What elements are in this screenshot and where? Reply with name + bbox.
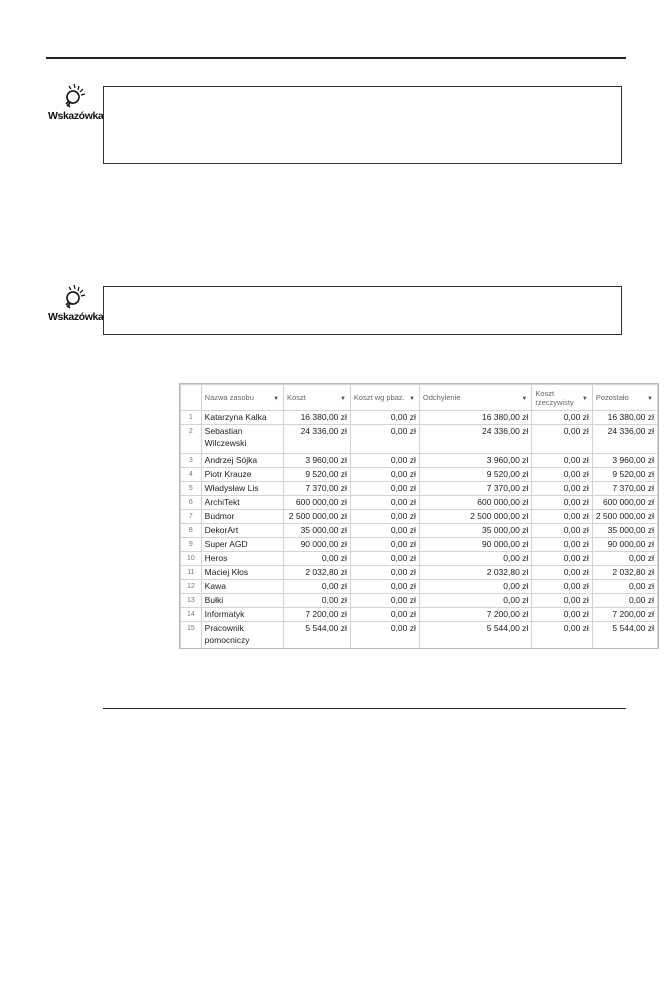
table-row[interactable] [181, 510, 658, 524]
remaining-cell[interactable]: 600 000,00 zł [592, 496, 657, 510]
remaining-cell[interactable]: 24 336,00 zł [592, 425, 657, 454]
variance-cell[interactable]: 9 520,00 zł [419, 468, 531, 482]
resource-name-cell[interactable]: Piotr Krauze [201, 468, 283, 482]
baseline-cost-cell[interactable]: 0,00 zł [350, 411, 419, 425]
row-index: 5 [181, 482, 202, 496]
resource-name-cell[interactable]: Maciej Kłos [201, 566, 283, 580]
table-header-row [181, 385, 658, 411]
table-row[interactable] [181, 552, 658, 566]
remaining-cell[interactable]: 0,00 zł [592, 594, 657, 608]
header-cost[interactable]: Koszt ▼ [284, 385, 351, 411]
actual-cost-cell[interactable]: 0,00 zł [532, 552, 592, 566]
resource-name-cell[interactable]: Andrzej Sójka [201, 454, 283, 468]
header-remaining[interactable]: Pozostało ▼ [592, 385, 657, 411]
row-index: 7 [181, 510, 202, 524]
dropdown-arrow-icon[interactable]: ▼ [581, 396, 588, 402]
variance-cell[interactable]: 16 380,00 zł [419, 411, 531, 425]
cost-cell[interactable]: 35 000,00 zł [284, 524, 351, 538]
remaining-cell[interactable]: 7 370,00 zł [592, 482, 657, 496]
variance-cell[interactable]: 0,00 zł [419, 552, 531, 566]
baseline-cost-cell[interactable]: 0,00 zł [350, 580, 419, 594]
actual-cost-cell[interactable]: 0,00 zł [532, 580, 592, 594]
variance-cell[interactable]: 3 960,00 zł [419, 454, 531, 468]
header-variance[interactable]: Odchylenie ▼ [419, 385, 531, 411]
baseline-cost-cell[interactable]: 0,00 zł [350, 482, 419, 496]
tip-icon-1 [48, 82, 104, 126]
dropdown-arrow-icon[interactable]: ▼ [521, 396, 528, 402]
header-index [181, 385, 202, 411]
resource-name-cell[interactable]: Budmor [201, 510, 283, 524]
actual-cost-cell[interactable]: 0,00 zł [532, 538, 592, 552]
cost-cell[interactable]: 16 380,00 zł [284, 411, 351, 425]
cost-cell[interactable]: 600 000,00 zł [284, 496, 351, 510]
remaining-cell[interactable]: 9 520,00 zł [592, 468, 657, 482]
actual-cost-cell[interactable]: 0,00 zł [532, 622, 592, 650]
resource-name-cell[interactable]: DekorArt [201, 524, 283, 538]
cost-cell[interactable]: 2 032,80 zł [284, 566, 351, 580]
row-index: 4 [181, 468, 202, 482]
resource-cost-table [179, 383, 659, 649]
row-index: 12 [181, 580, 202, 594]
actual-cost-cell[interactable]: 0,00 zł [532, 566, 592, 580]
variance-cell[interactable]: 7 370,00 zł [419, 482, 531, 496]
cost-cell[interactable]: 2 500 000,00 zł [284, 510, 351, 524]
remaining-cell[interactable]: 16 380,00 zł [592, 411, 657, 425]
variance-cell[interactable]: 2 032,80 zł [419, 566, 531, 580]
actual-cost-cell[interactable]: 0,00 zł [532, 411, 592, 425]
table-row[interactable] [181, 496, 658, 510]
row-index: 6 [181, 496, 202, 510]
table-row[interactable] [181, 468, 658, 482]
row-index: 3 [181, 454, 202, 468]
baseline-cost-cell[interactable]: 0,00 zł [350, 468, 419, 482]
resource-name-cell[interactable]: Władysław Lis [201, 482, 283, 496]
baseline-cost-cell[interactable]: 0,00 zł [350, 552, 419, 566]
table-row[interactable] [181, 482, 658, 496]
cost-cell[interactable]: 0,00 zł [284, 580, 351, 594]
tip-icon-2 [48, 283, 104, 327]
header-resource-name[interactable]: Nazwa zasobu ▼ [201, 385, 283, 411]
dropdown-arrow-icon[interactable]: ▼ [339, 396, 346, 402]
remaining-cell[interactable]: 3 960,00 zł [592, 454, 657, 468]
table-row[interactable] [181, 566, 658, 580]
baseline-cost-cell[interactable]: 0,00 zł [350, 594, 419, 608]
variance-cell[interactable]: 5 544,00 zł [419, 622, 531, 650]
resource-name-cell[interactable]: ArchiTekt [201, 496, 283, 510]
actual-cost-cell[interactable]: 0,00 zł [532, 496, 592, 510]
resource-name-cell[interactable]: Kawa [201, 580, 283, 594]
cost-cell[interactable]: 5 544,00 zł [284, 622, 351, 650]
actual-cost-cell[interactable]: 0,00 zł [532, 524, 592, 538]
baseline-cost-cell[interactable]: 0,00 zł [350, 566, 419, 580]
table-row[interactable] [181, 594, 658, 608]
actual-cost-cell[interactable]: 0,00 zł [532, 468, 592, 482]
resource-name-cell[interactable]: Katarzyna Kalka [201, 411, 283, 425]
variance-cell[interactable]: 600 000,00 zł [419, 496, 531, 510]
cost-cell[interactable]: 0,00 zł [284, 594, 351, 608]
cost-cell[interactable]: 7 200,00 zł [284, 608, 351, 622]
table-row[interactable] [181, 524, 658, 538]
table-row[interactable] [181, 454, 658, 468]
cost-cell[interactable]: 90 000,00 zł [284, 538, 351, 552]
variance-cell[interactable]: 90 000,00 zł [419, 538, 531, 552]
baseline-cost-cell[interactable]: 0,00 zł [350, 538, 419, 552]
variance-cell[interactable]: 24 336,00 zł [419, 425, 531, 454]
remaining-cell[interactable]: 35 000,00 zł [592, 524, 657, 538]
dropdown-arrow-icon[interactable]: ▼ [647, 396, 653, 402]
variance-cell[interactable]: 2 500 000,00 zł [419, 510, 531, 524]
row-index: 10 [181, 552, 202, 566]
remaining-cell[interactable]: 5 544,00 zł [592, 622, 657, 650]
row-index: 1 [181, 411, 202, 425]
actual-cost-cell[interactable]: 0,00 zł [532, 482, 592, 496]
remaining-cell[interactable]: 2 500 000,00 zł [592, 510, 657, 524]
row-index: 8 [181, 524, 202, 538]
row-index: 11 [181, 566, 202, 580]
actual-cost-cell[interactable]: 0,00 zł [532, 425, 592, 454]
lightbulb-icon [60, 283, 88, 311]
header-baseline-cost[interactable]: Koszt wg pbaz. ▼ [350, 385, 419, 411]
remaining-cell[interactable]: 0,00 zł [592, 552, 657, 566]
table-row[interactable] [181, 411, 658, 425]
tip-box-2 [103, 286, 622, 335]
baseline-cost-cell[interactable]: 0,00 zł [350, 622, 419, 650]
dropdown-arrow-icon[interactable]: ▼ [408, 396, 415, 402]
bottom-rule [103, 708, 626, 709]
variance-cell[interactable]: 35 000,00 zł [419, 524, 531, 538]
table-row[interactable] [181, 425, 658, 454]
resource-name-cell[interactable]: Heros [201, 552, 283, 566]
table-row[interactable] [181, 622, 658, 650]
tip-label: Wskazówka [48, 110, 104, 122]
remaining-cell[interactable]: 2 032,80 zł [592, 566, 657, 580]
dropdown-arrow-icon[interactable]: ▼ [273, 396, 280, 402]
remaining-cell[interactable]: 90 000,00 zł [592, 538, 657, 552]
baseline-cost-cell[interactable]: 0,00 zł [350, 496, 419, 510]
baseline-cost-cell[interactable]: 0,00 zł [350, 510, 419, 524]
cost-cell[interactable]: 0,00 zł [284, 552, 351, 566]
baseline-cost-cell[interactable]: 0,00 zł [350, 454, 419, 468]
actual-cost-cell[interactable]: 0,00 zł [532, 608, 592, 622]
cost-cell[interactable]: 9 520,00 zł [284, 468, 351, 482]
tip-label: Wskazówka [48, 311, 104, 323]
baseline-cost-cell[interactable]: 0,00 zł [350, 425, 419, 454]
row-index: 15 [181, 622, 202, 650]
resource-table [180, 384, 658, 649]
resource-name-cell[interactable]: Super AGD [201, 538, 283, 552]
top-rule [46, 57, 626, 59]
resource-name-cell[interactable]: Informatyk [201, 608, 283, 622]
lightbulb-icon [60, 82, 88, 110]
row-index: 2 [181, 425, 202, 454]
row-index: 14 [181, 608, 202, 622]
actual-cost-cell[interactable]: 0,00 zł [532, 594, 592, 608]
table-row[interactable] [181, 608, 658, 622]
variance-cell[interactable]: 7 200,00 zł [419, 608, 531, 622]
baseline-cost-cell[interactable]: 0,00 zł [350, 524, 419, 538]
cost-cell[interactable]: 24 336,00 zł [284, 425, 351, 454]
actual-cost-cell[interactable]: 0,00 zł [532, 454, 592, 468]
remaining-cell[interactable]: 0,00 zł [592, 580, 657, 594]
table-row[interactable] [181, 538, 658, 552]
table-row[interactable] [181, 580, 658, 594]
cost-cell[interactable]: 3 960,00 zł [284, 454, 351, 468]
resource-name-cell[interactable]: Sebastian Wilczewski [201, 425, 283, 454]
row-index: 9 [181, 538, 202, 552]
variance-cell[interactable]: 0,00 zł [419, 594, 531, 608]
cost-cell[interactable]: 7 370,00 zł [284, 482, 351, 496]
remaining-cell[interactable]: 7 200,00 zł [592, 608, 657, 622]
tip-box-1 [103, 86, 622, 164]
resource-name-cell[interactable]: Bułki [201, 594, 283, 608]
row-index: 13 [181, 594, 202, 608]
resource-name-cell[interactable]: Pracownik pomocniczy [201, 622, 283, 650]
actual-cost-cell[interactable]: 0,00 zł [532, 510, 592, 524]
header-actual-cost[interactable]: Koszt rzeczywisty ▼ [532, 385, 592, 411]
baseline-cost-cell[interactable]: 0,00 zł [350, 608, 419, 622]
variance-cell[interactable]: 0,00 zł [419, 580, 531, 594]
